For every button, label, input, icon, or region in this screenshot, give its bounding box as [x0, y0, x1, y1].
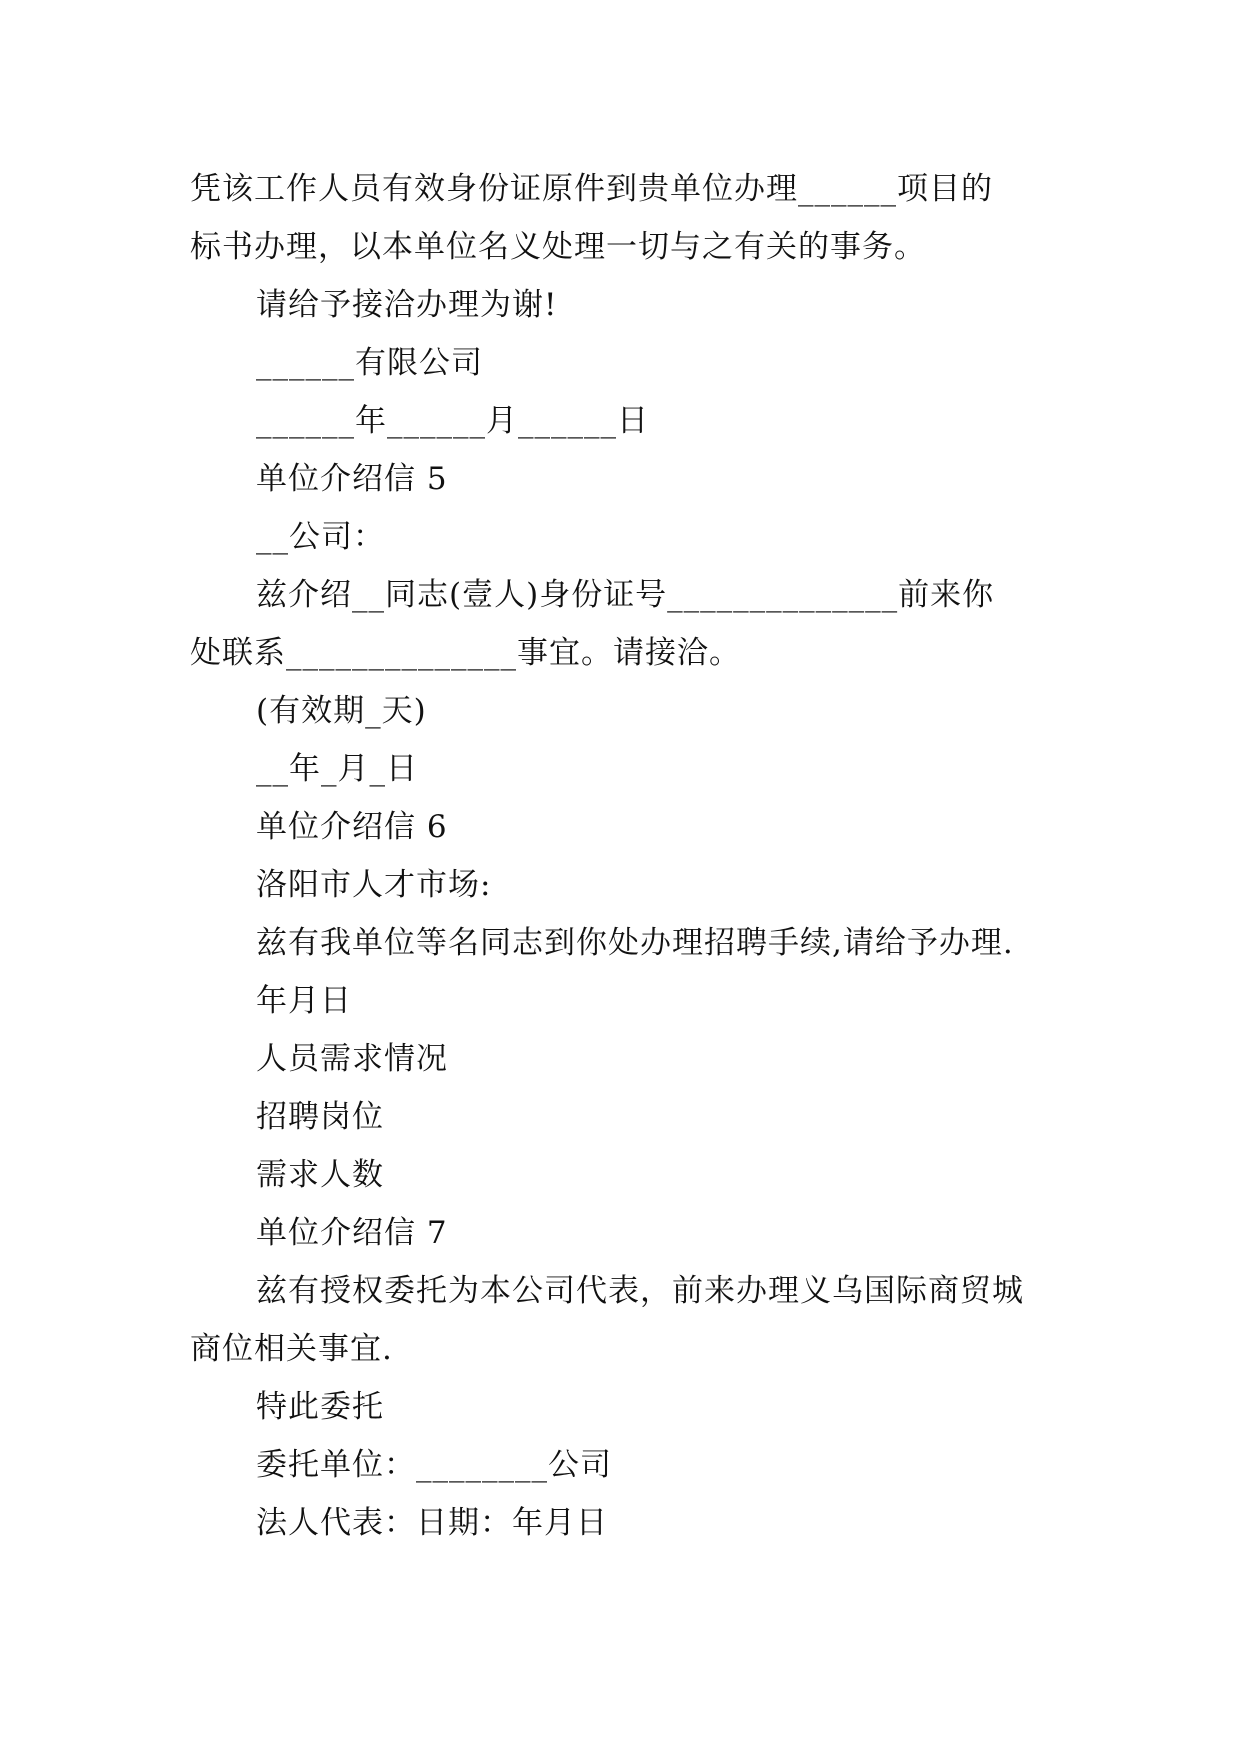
entrusting-unit-line: 委托单位：________公司 — [256, 1447, 612, 1483]
document-body — [190, 160, 1050, 1552]
company-signature-line: ______有限公司 — [256, 345, 483, 381]
section-heading: 单位介绍信 7 — [256, 1215, 448, 1251]
date-line: 年月日 — [256, 983, 352, 1019]
text-line: 招聘岗位 — [256, 1099, 384, 1135]
section-heading: 单位介绍信 5 — [256, 461, 448, 497]
salutation-line: __公司： — [256, 519, 385, 555]
text-line: 凭该工作人员有效身份证原件到贵单位办理______项目的 — [190, 171, 993, 207]
salutation-line: 洛阳市人才市场: — [256, 867, 492, 903]
text-line: 请给予接洽办理为谢! — [256, 287, 558, 323]
date-line: ______年______月______日 — [256, 403, 649, 439]
text-line: 人员需求情况 — [256, 1041, 448, 1077]
text-line: 处联系______________事宜。请接洽。 — [190, 635, 741, 671]
validity-line: (有效期_天) — [256, 693, 427, 729]
text-line: 兹有我单位等名同志到你处办理招聘手续,请给予办理. — [256, 925, 1014, 961]
section-heading: 单位介绍信 6 — [256, 809, 448, 845]
text-line: 特此委托 — [256, 1389, 384, 1425]
date-line: __年_月_日 — [256, 751, 418, 787]
text-line: 标书办理，以本单位名义处理一切与之有关的事务。 — [190, 229, 926, 265]
text-line: 商位相关事宜. — [190, 1331, 393, 1367]
text-line: 兹介绍__同志(壹人)身份证号______________前来你 — [256, 577, 995, 613]
text-line: 需求人数 — [256, 1157, 384, 1193]
text-line: 兹有授权委托为本公司代表，前来办理义乌国际商贸城 — [256, 1273, 1024, 1309]
legal-representative-line: 法人代表：日期：年月日 — [256, 1505, 608, 1541]
